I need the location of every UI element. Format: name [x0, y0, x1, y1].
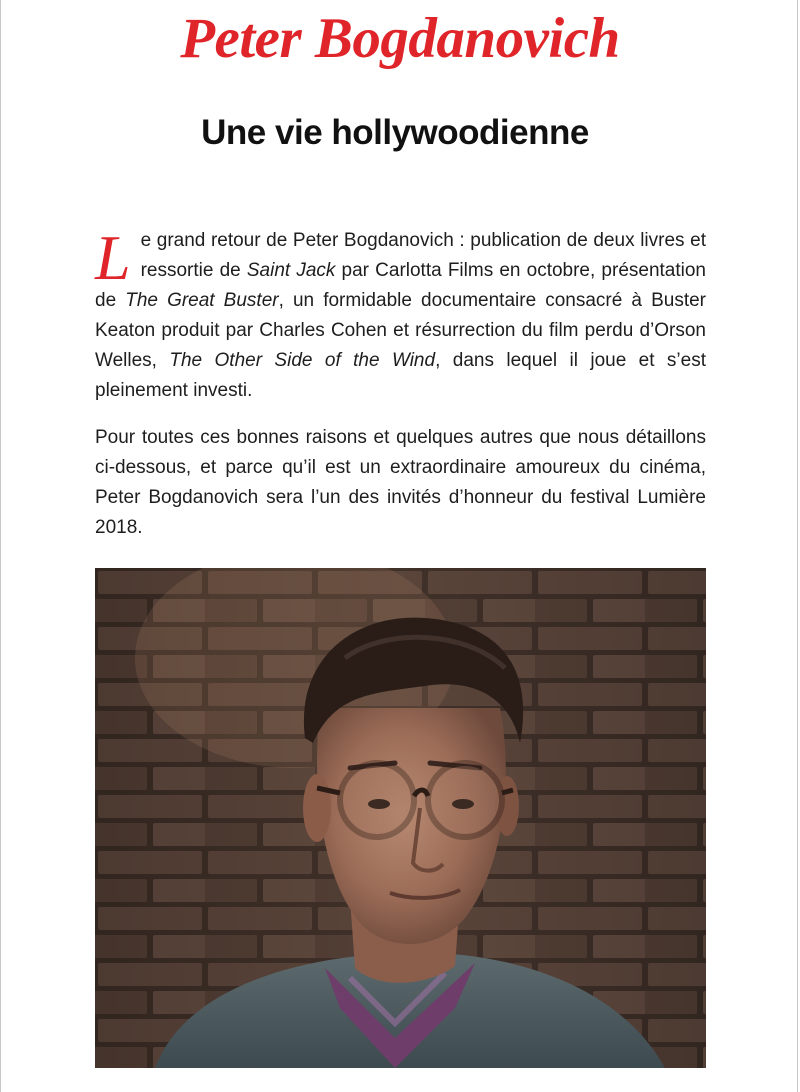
second-paragraph: Pour toutes ces bonnes raisons et quelques autres que nous détaillons ci-dessous, et parce qu’il est un extraordinaire amoureux du cinéma, Peter Bogdanovich sera l’un des invités d’honneur du festival Lumière 2018. — [95, 427, 706, 538]
page-subtitle: Une vie hollywoodienne — [201, 113, 589, 152]
intro-text-4: , dans lequel il joue et s’est pleinement investi. — [95, 350, 706, 401]
intro-text-2: par Carlotta Films en octobre, présentation de — [95, 260, 707, 311]
film-title-saint-jack: Saint Jack — [246, 260, 336, 281]
intro-text-3: , un formidable documentaire consacré à Buster Keaton produit par Charles Cohen et résurrection du film perdu d’Orson Welles, — [95, 290, 706, 371]
article-body — [95, 222, 707, 543]
film-title-great-buster: The Great Buster — [125, 290, 279, 311]
film-title-other-side: The Other Side of the Wind — [169, 350, 436, 371]
page-title: Peter Bogdanovich — [180, 7, 620, 70]
intro-text-1: e grand retour de Peter Bogdanovich : publication de deux livres et ressortie de — [140, 230, 706, 281]
portrait-illustration — [95, 568, 706, 1068]
portrait-photo — [95, 568, 706, 1068]
intro-paragraph — [95, 222, 707, 406]
drop-cap: L — [95, 222, 131, 293]
